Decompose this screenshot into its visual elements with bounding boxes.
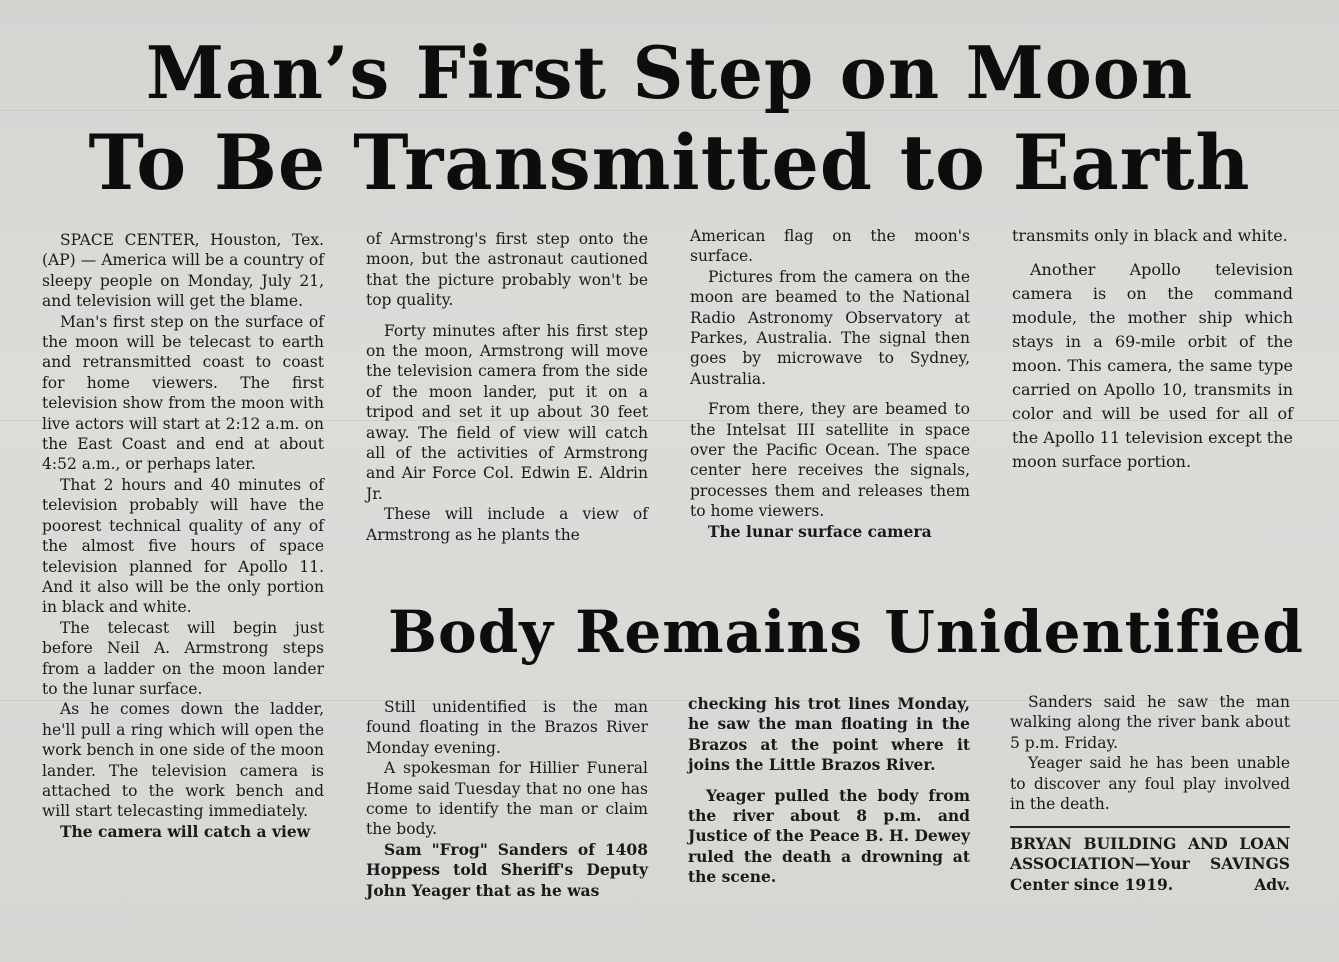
paragraph: American flag on the moon's surface. (690, 227, 970, 266)
article1-column-1 (42, 230, 324, 842)
article1-column-3 (690, 226, 970, 542)
paragraph: The camera will catch a view (60, 821, 311, 841)
paragraph: Still unidentified is the man found floating in the Brazos River Monday evening. (366, 698, 648, 757)
paragraph: SPACE CENTER, Houston, Tex. (AP) — America will be a country of sleepy people on Monday, July 21, and television will get the blame. (42, 231, 324, 311)
paragraph: These will include a view of Armstrong as he plants the (366, 505, 648, 544)
main-headline-line-1: Man’s First Step on Moon (145, 30, 1194, 115)
second-headline: Body Remains Unidentified (388, 598, 1304, 666)
paragraph: The lunar surface camera (708, 521, 932, 541)
paragraph: Forty minutes after his first step on the moon, Armstrong will move the television camera from the side of the moon lander, put it on a tripod and set it up about 30 feet away. The field of view will catch all of the activities of Armstrong and Air Force Col. Edwin E. Aldrin Jr. (366, 321, 648, 503)
article2-column-2 (688, 694, 970, 888)
article1-column-2 (366, 229, 648, 545)
advertisement (1010, 834, 1290, 895)
paragraph: Man's first step on the surface of the moon will be telecast to earth and retransmitted coast to coast for home viewers. The first television show from the moon with live actors will start at 2:12 a.m. on the East Coast and end at about 4:52 a.m., or perhaps later. (42, 312, 324, 474)
divider-rule (1010, 826, 1290, 828)
paragraph: From there, they are beamed to the Intelsat III satellite in space over the Pacific Ocean. The space center here receives the signals, processes them and releases them to home viewers. (690, 400, 970, 521)
main-headline-line-2: To Be Transmitted to Earth (88, 118, 1251, 207)
paragraph: transmits only in black and white. (1012, 226, 1288, 245)
ad-text: BRYAN BUILDING AND LOAN ASSOCIATION—Your SAVINGS Center since 1919. (1010, 834, 1290, 894)
paragraph: That 2 hours and 40 minutes of television probably will have the poorest technical quality of any of the almost five hours of space television planned for Apollo 11. And it also will be the only portion in black and white. (42, 475, 324, 617)
paragraph: Another Apollo television camera is on the command module, the mother ship which stays in a 69-mile orbit of the moon. This camera, the same type carried on Apollo 10, transmits in color and will be used for all of the Apollo 11 television except the moon surface portion. (1012, 260, 1293, 471)
paragraph: Yeager pulled the body from the river about 8 p.m. and Justice of the Peace B. H. Dewey ruled the death a drowning at the scene. (688, 785, 970, 887)
paragraph: Sanders said he saw the man walking along the river bank about 5 p.m. Friday. (1010, 693, 1290, 752)
article2-column-1 (366, 697, 648, 901)
article1-column-4 (1012, 224, 1293, 474)
paragraph: of Armstrong's first step onto the moon, but the astronaut cautioned that the picture probably won't be top quality. (366, 230, 648, 310)
paragraph: As he comes down the ladder, he'll pull a ring which will open the work bench in one side of the moon lander. The television camera is attached to the work bench and will start telecasting immediately. (42, 700, 324, 821)
paragraph: checking his trot lines Monday, he saw the man floating in the Brazos at the point where it joins the Little Brazos River. (688, 694, 970, 775)
paragraph: Pictures from the camera on the moon are beamed to the National Radio Astronomy Observatory at Parkes, Australia. The signal then goes by microwave to Sydney, Australia. (690, 267, 970, 388)
paragraph: A spokesman for Hillier Funeral Home said Tuesday that no one has come to identify the man or claim the body. (366, 759, 648, 839)
ad-tag: Adv. (1254, 874, 1290, 894)
article2-column-3 (1010, 692, 1290, 814)
paragraph: Yeager said he has been unable to discover any foul play involved in the death. (1010, 754, 1290, 814)
paragraph: Sam "Frog" Sanders of 1408 Hoppess told Sheriff's Deputy John Yeager that as he was (366, 839, 648, 900)
paragraph: The telecast will begin just before Neil A. Armstrong steps from a ladder on the moon lander to the lunar surface. (42, 618, 324, 698)
